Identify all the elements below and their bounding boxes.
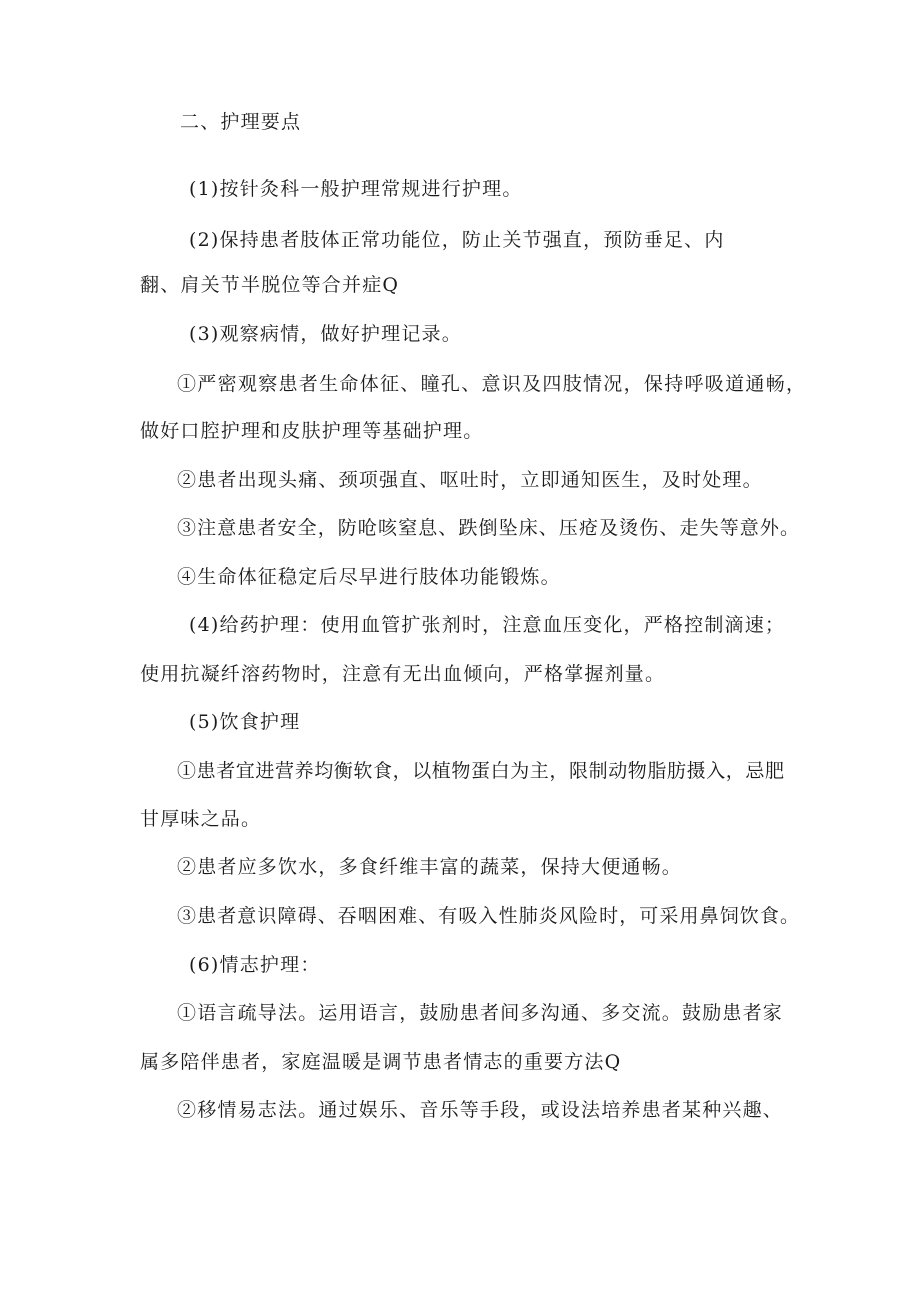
paragraph-line: (4)给药护理：使用血管扩张剂时，注意血压变化，严格控制滴速； <box>189 614 786 636</box>
paragraph-line: (5)饮食护理 <box>189 711 301 733</box>
paragraph-line: 甘厚味之品。 <box>140 808 262 830</box>
paragraph-line: ②患者出现头痛、颈项强直、呕吐时，立即通知医生，及时处理。 <box>177 469 763 491</box>
paragraph-line: 做好口腔护理和皮肤护理等基础护理。 <box>140 420 484 442</box>
paragraph-line: 使用抗凝纤溶药物时，注意有无出血倾向，严格掌握剂量。 <box>140 663 666 685</box>
paragraph-line: (1)按针灸科一般护理常规进行护理。 <box>189 178 523 200</box>
section-heading: 二、护理要点 <box>180 111 302 133</box>
paragraph-line: ③患者意识障碍、吞咽困难、有吸入性肺炎风险时，可采用鼻饲饮食。 <box>177 905 801 927</box>
paragraph-line: ④生命体征稳定后尽早进行肢体功能锻炼。 <box>177 566 561 588</box>
paragraph-line: (6)情志护理： <box>189 954 321 976</box>
paragraph-line: (3)观察病情，做好护理记录。 <box>189 323 462 345</box>
paragraph-line: ①严密观察患者生命体征、瞳孔、意识及四肢情况，保持呼吸道通畅， <box>177 373 807 395</box>
paragraph-line: 翻、肩关节半脱位等合并症Q <box>140 274 400 296</box>
paragraph-line: (2)保持患者肢体正常功能位，防止关节强直，预防垂足、内 <box>189 229 725 251</box>
paragraph-line: ③注意患者安全，防呛咳窒息、跌倒坠床、压疮及烫伤、走失等意外。 <box>177 517 801 539</box>
paragraph-line: 属多陪伴患者，家庭温暖是调节患者情志的重要方法Q <box>140 1051 622 1073</box>
paragraph-line: ①语言疏导法。运用语言，鼓励患者间多沟通、多交流。鼓励患者家 <box>177 1002 784 1024</box>
paragraph-line: ②患者应多饮水，多食纤维丰富的蔬菜，保持大便通畅。 <box>177 856 683 878</box>
paragraph-line: ②移情易志法。通过娱乐、音乐等手段，或设法培养患者某种兴趣、 <box>177 1099 784 1121</box>
paragraph-line: ①患者宜进营养均衡软食，以植物蛋白为主，限制动物脂肪摄入，忌肥 <box>177 760 785 782</box>
